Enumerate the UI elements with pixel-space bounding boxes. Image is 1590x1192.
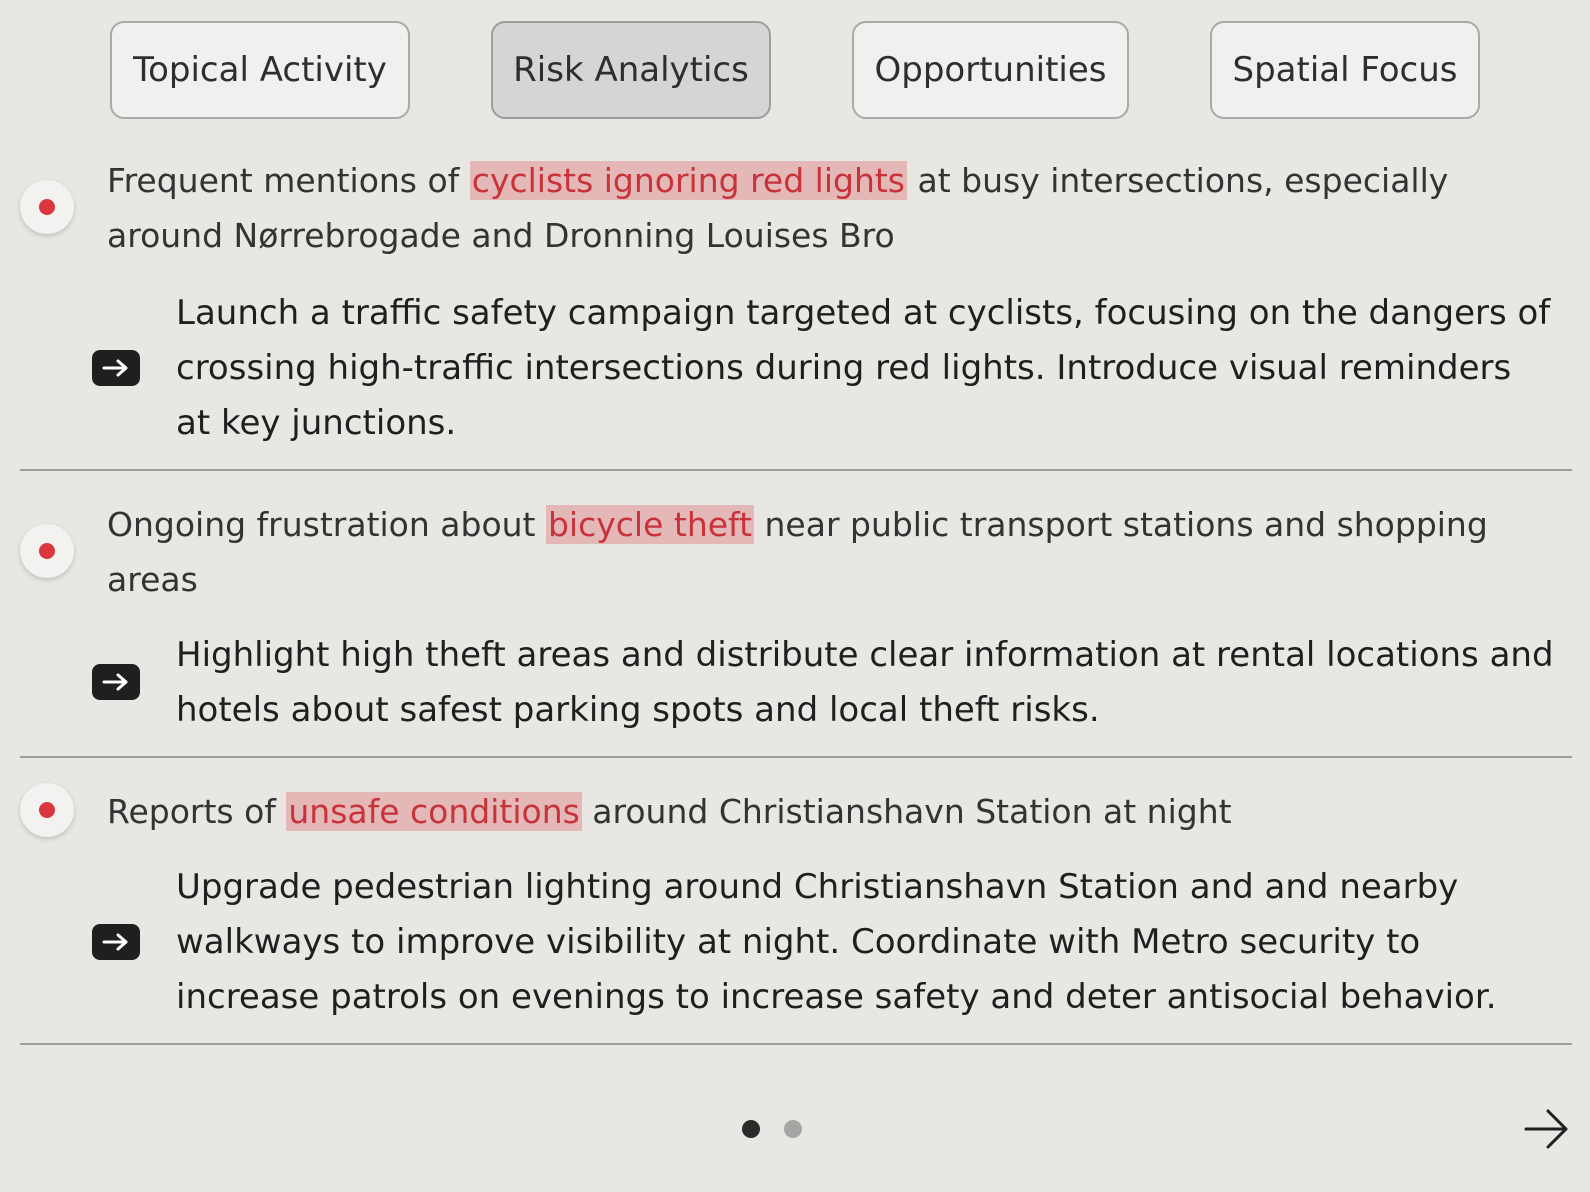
risk-finding — [107, 153, 1557, 263]
next-arrow-icon[interactable] — [1522, 1105, 1572, 1153]
tab-bar — [0, 21, 1590, 121]
dot-core — [39, 802, 55, 818]
arrow-right-icon — [92, 924, 140, 960]
finding-text: around Christianshavn Station at night — [581, 792, 1232, 831]
finding-text: near public transport stations and shopping areas — [107, 505, 1488, 599]
finding-highlight: bicycle theft — [547, 505, 753, 544]
finding-highlight: cyclists ignoring red lights — [471, 161, 905, 200]
tab-opportunities[interactable]: Opportunities — [852, 21, 1129, 119]
dot-core — [39, 543, 55, 559]
red-dot-icon — [20, 783, 74, 837]
arrow-right-icon — [92, 350, 140, 386]
divider — [20, 469, 1572, 471]
divider — [20, 1043, 1572, 1045]
page-dot-2[interactable] — [784, 1120, 802, 1138]
tab-risk-analytics[interactable]: Risk Analytics — [491, 21, 771, 119]
finding-text: Frequent mentions of — [107, 161, 470, 200]
pagination-dots — [742, 1120, 802, 1138]
finding-text: at busy intersections, especially around Nørrebrogade and Dronning Louises Bro — [107, 161, 1449, 255]
page-dot-1[interactable] — [742, 1120, 760, 1138]
recommended-action: Highlight high theft areas and distribute clear information at rental locations and hotels about safest parking spots and local theft risks. — [176, 635, 1554, 730]
finding-text: Reports of — [107, 792, 287, 831]
recommended-action: Launch a traffic safety campaign targeted at cyclists, focusing on the dangers of crossing high-traffic intersections during red lights. Introduce visual reminders at key junctions. — [176, 293, 1551, 443]
divider — [20, 756, 1572, 758]
finding-text: Ongoing frustration about — [107, 505, 546, 544]
finding-highlight: unsafe conditions — [288, 792, 580, 831]
arrow-right-icon — [92, 664, 140, 700]
red-dot-icon — [20, 180, 74, 234]
tab-topical-activity[interactable]: Topical Activity — [110, 21, 410, 119]
recommended-action: Upgrade pedestrian lighting around Christianshavn Station and and nearby walkways to improve visibility at night. Coordinate with Metro security to increase patrols on evenings to increase safety and deter antisocial behavior. — [176, 867, 1497, 1017]
dot-core — [39, 199, 55, 215]
risk-finding — [107, 497, 1557, 607]
tab-spatial-focus[interactable]: Spatial Focus — [1210, 21, 1480, 119]
red-dot-icon — [20, 524, 74, 578]
risk-finding — [107, 784, 1557, 839]
